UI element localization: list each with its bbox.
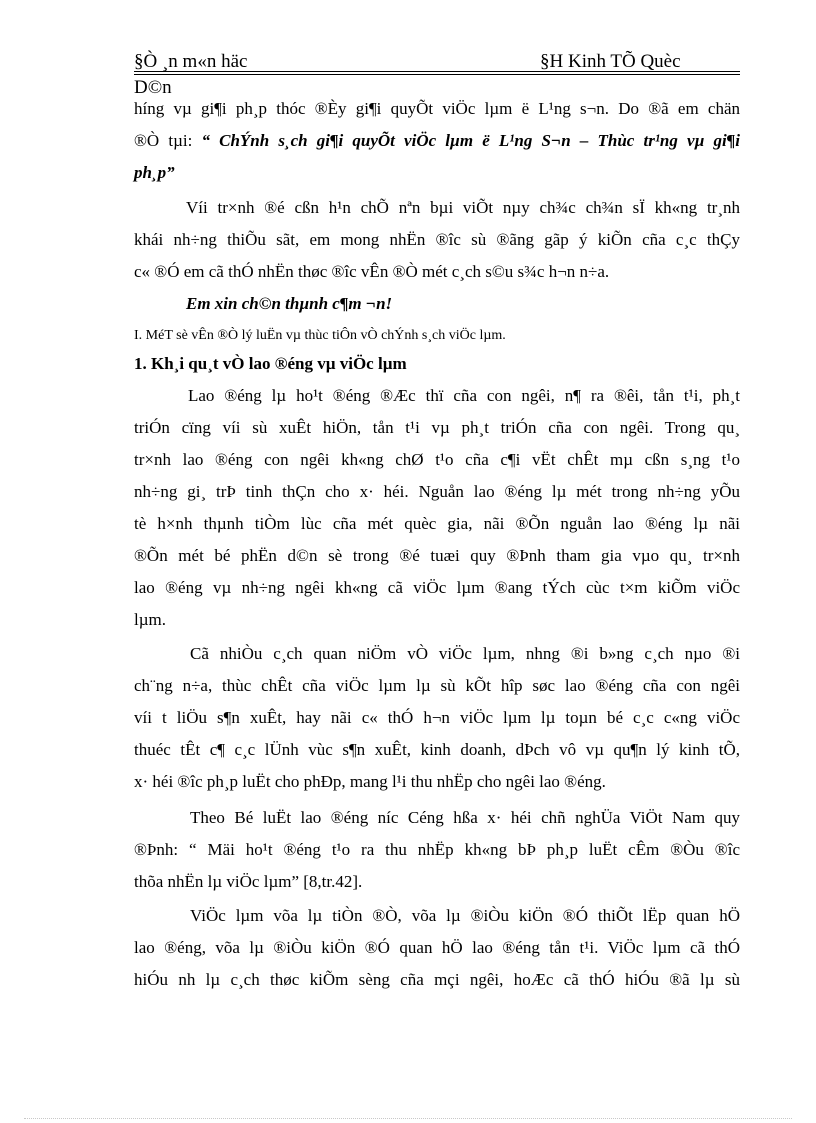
text-line: x· héi ®îc ph¸p luËt cho phÐp, mang l¹i thu nhËp cho ngêi lao ®éng. — [134, 772, 606, 791]
text-line: tr×nh lao ®éng con ngêi kh«ng chØ t¹o cña c¶i vËt chÊt mµ cßn s¸ng t¹o — [134, 450, 740, 469]
topic-prefix: ®Ò tµi: — [134, 131, 202, 150]
text-line: lao ®éng vµ nh÷ng ngêi kh«ng cã viÖc lµm ®ang tÝch cùc t×m kiÕm viÖc — [134, 578, 740, 597]
topic-title: “ ChÝnh s¸ch gi¶i quyÕt viÖc lµm ë L¹ng S¬n – Thùc tr¹ng vµ gi¶i — [201, 131, 740, 150]
thanks-line: Em xin ch©n thµnh c¶m ¬n! — [186, 294, 393, 313]
section-heading-1: I. MéT sè vÊn ®Ò lý luËn vµ thùc tiÔn vÒ chÝnh s¸ch viÖc lµm. — [134, 328, 506, 343]
text-line: ch¨ng n÷a, thùc chÊt cña viÖc lµm lµ sù kÕt hîp søc lao ®éng cña con ngêi — [134, 676, 740, 695]
text-line: triÓn cïng víi sù xuÊt hiÖn, tån t¹i vµ ph¸t triÓn cña con ngêi. Trong qu¸ — [134, 418, 740, 437]
text-line: víi t liÖu s¶n xuÊt, hay nãi c« thÓ h¬n viÖc lµm lµ toµn bé c¸c c«ng viÖc — [134, 708, 740, 727]
subsection-heading-1-1: 1. Kh¸i qu¸t vÒ lao ®éng vµ viÖc lµm — [134, 354, 407, 373]
text-line — [134, 129, 740, 153]
header-rule-double — [134, 74, 740, 75]
text-line: lao ®éng, võa lµ ®iÒu kiÖn ®Ó quan hÖ lao ®éng tån t¹i. ViÖc lµm cã thÓ — [134, 938, 740, 957]
text-line: hiÓu nh lµ c¸ch thøc kiÕm sèng cña mçi ngêi, hoÆc cã thÓ hiÓu ®ã lµ sù — [134, 970, 740, 989]
text-line: Víi tr×nh ®é cßn h¹n chÕ nªn bµi viÕt nµy ch¾c ch¾n sÏ kh«ng tr¸nh — [186, 198, 740, 217]
header-right: §H Kinh TÕ Quèc — [540, 51, 681, 72]
text-line: Lao ®éng lµ ho¹t ®éng ®Æc thï cña con ngêi, n¶ ra ®êi, tån t¹i, ph¸t — [188, 386, 740, 405]
topic-title-end: ph¸p” — [134, 163, 175, 182]
header-rule — [134, 71, 740, 72]
text-line: khái nh÷ng thiÕu sãt, em mong nhËn ®îc sù ®ãng gãp ý kiÕn cña c¸c thÇy — [134, 230, 740, 249]
text-line: ViÖc lµm võa lµ tiÒn ®Ò, võa lµ ®iÒu kiÖn ®Ó thiÕt lËp quan hÖ — [190, 906, 740, 925]
text-line: tè h×nh thµnh tiÒm lùc cña mét quèc gia, nãi ®Õn nguån lao ®éng lµ nãi — [134, 514, 740, 533]
header-left: §Ò ¸n m«n häc — [134, 51, 248, 72]
text-line: c« ®Ó em cã thÓ nhËn thøc ®îc vÊn ®Ò mét c¸ch s©u s¾c h¬n n÷a. — [134, 262, 610, 281]
text-line: ®Þnh: “ Mäi ho¹t ®éng t¹o ra thu nhËp kh«ng bÞ ph¸p luËt cÊm ®Òu ®îc — [134, 840, 740, 859]
text-line: thõa nhËn lµ viÖc lµm” [8,tr.42]. — [134, 872, 363, 891]
text-line: lµm. — [134, 610, 166, 629]
text-line: Theo Bé luËt lao ®éng níc Céng hßa x· héi chñ nghÜa ViÖt Nam quy — [190, 808, 740, 827]
text-line: ®Õn mét bé phËn d©n sè trong ®é tuæi quy ®Þnh tham gia vµo qu¸ tr×nh — [134, 546, 740, 565]
text-line: nh÷ng gi¸ trÞ tinh thÇn cho x· héi. Nguån lao ®éng lµ mét trong nh÷ng yÕu — [134, 482, 740, 501]
text-line: Cã nhiÒu c¸ch quan niÖm vÒ viÖc lµm, nhng ®i b»ng c¸ch nµo ®i — [190, 644, 740, 663]
text-line: híng vµ gi¶i ph¸p thóc ®Èy gi¶i quyÕt viÖc lµm ë L¹ng s¬n. Do ®ã em chän — [134, 99, 740, 118]
text-line: thuéc tÊt c¶ c¸c lÜnh vùc s¶n xuÊt, kinh doanh, dÞch vô vµ qu¶n lý kinh tÕ, — [134, 740, 740, 759]
page-bottom-border — [24, 1118, 792, 1119]
header-continuation: D©n — [134, 77, 172, 98]
